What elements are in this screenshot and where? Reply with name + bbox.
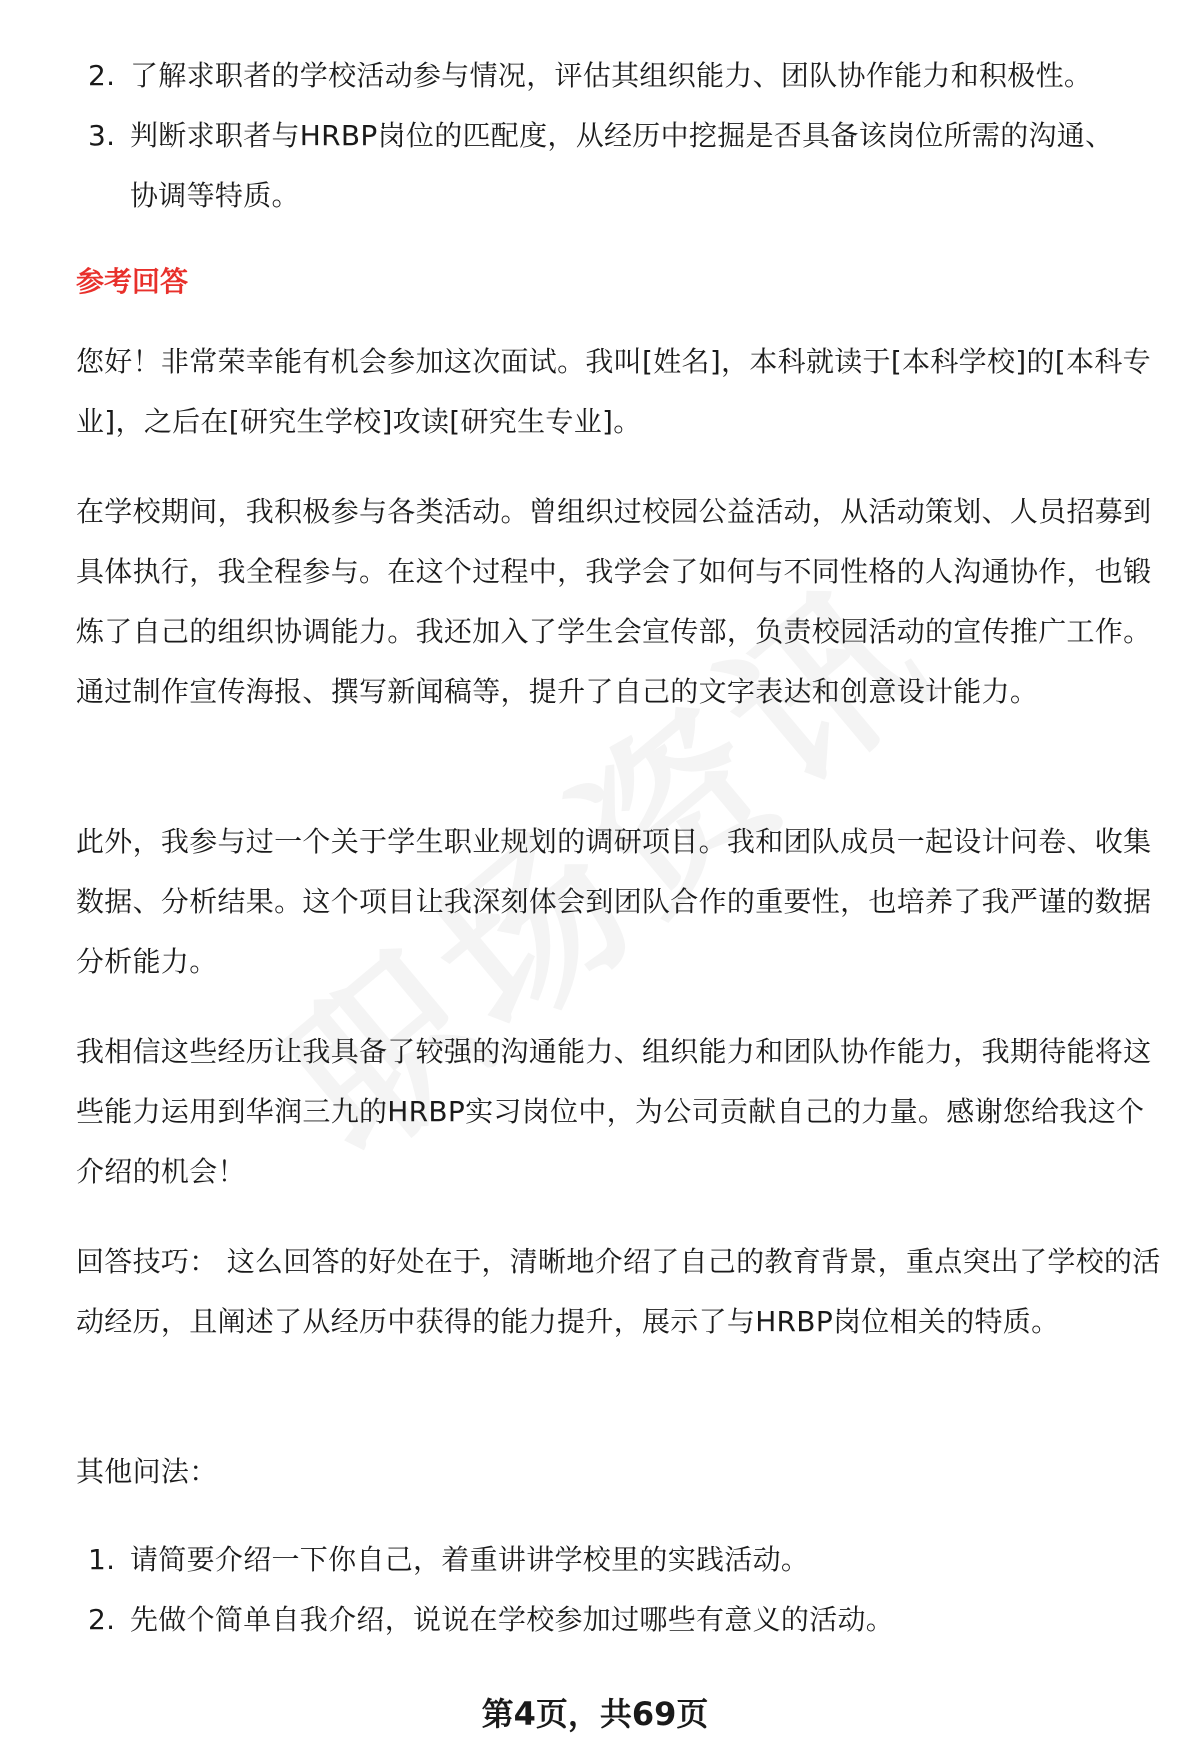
list-item-text: 了解求职者的学校活动参与情况，评估其组织能力、团队协作能力和积极性。	[130, 59, 1093, 92]
list-item-text: 请简要介绍一下你自己，着重讲讲学校里的实践活动。	[130, 1543, 810, 1576]
paragraph-intro: 您好！非常荣幸能有机会参加这次面试。我叫[姓名]，本科就读于[本科学校]的[本科专业]，之后在[研究生学校]攻读[研究生专业]。	[76, 345, 1151, 438]
paragraph-school-activities: 在学校期间，我积极参与各类活动。曾组织过校园公益活动，从活动策划、人员招募到具体执行，我全程参与。在这个过程中，我学会了如何与不同性格的人沟通协作，也锻炼了自己的组织协调能力。我还加入了学生会宣传部，负责校园活动的宣传推广工作。通过制作宣传海报、撰写新闻稿等，提升了自己的文字表达和创意设计能力。	[76, 495, 1152, 708]
list-item	[76, 46, 1126, 106]
list-item-number: 2.	[88, 1603, 116, 1636]
list-item	[76, 1530, 1126, 1590]
list-item-number: 3.	[88, 119, 116, 152]
other-questions-list	[76, 1530, 1126, 1650]
top-numbered-list	[76, 46, 1126, 226]
page-number-footer: 第4页，共69页	[481, 1695, 709, 1733]
list-item-text: 先做个简单自我介绍，说说在学校参加过哪些有意义的活动。	[130, 1603, 895, 1636]
list-item	[76, 1590, 1126, 1650]
paragraph-other-questions-label: 其他问法：	[76, 1455, 218, 1488]
list-item-number: 2.	[88, 59, 116, 92]
paragraph-conclusion: 我相信这些经历让我具备了较强的沟通能力、组织能力和团队协作能力，我期待能将这些能力运用到华润三九的HRBP实习岗位中，为公司贡献自己的力量。感谢您给我这个介绍的机会！	[76, 1035, 1152, 1188]
list-item-text: 判断求职者与HRBP岗位的匹配度，从经历中挖掘是否具备该岗位所需的沟通、协调等特质。	[130, 119, 1114, 212]
list-item-number: 1.	[88, 1543, 116, 1576]
paragraph-research-project: 此外，我参与过一个关于学生职业规划的调研项目。我和团队成员一起设计问卷、收集数据、分析结果。这个项目让我深刻体会到团队合作的重要性，也培养了我严谨的数据分析能力。	[76, 825, 1152, 978]
paragraph-answer-tips: 回答技巧： 这么回答的好处在于，清晰地介绍了自己的教育背景，重点突出了学校的活动经历，且阐述了从经历中获得的能力提升，展示了与HRBP岗位相关的特质。	[76, 1245, 1161, 1338]
answer-heading: 参考回答	[76, 265, 189, 298]
list-item	[76, 106, 1126, 226]
